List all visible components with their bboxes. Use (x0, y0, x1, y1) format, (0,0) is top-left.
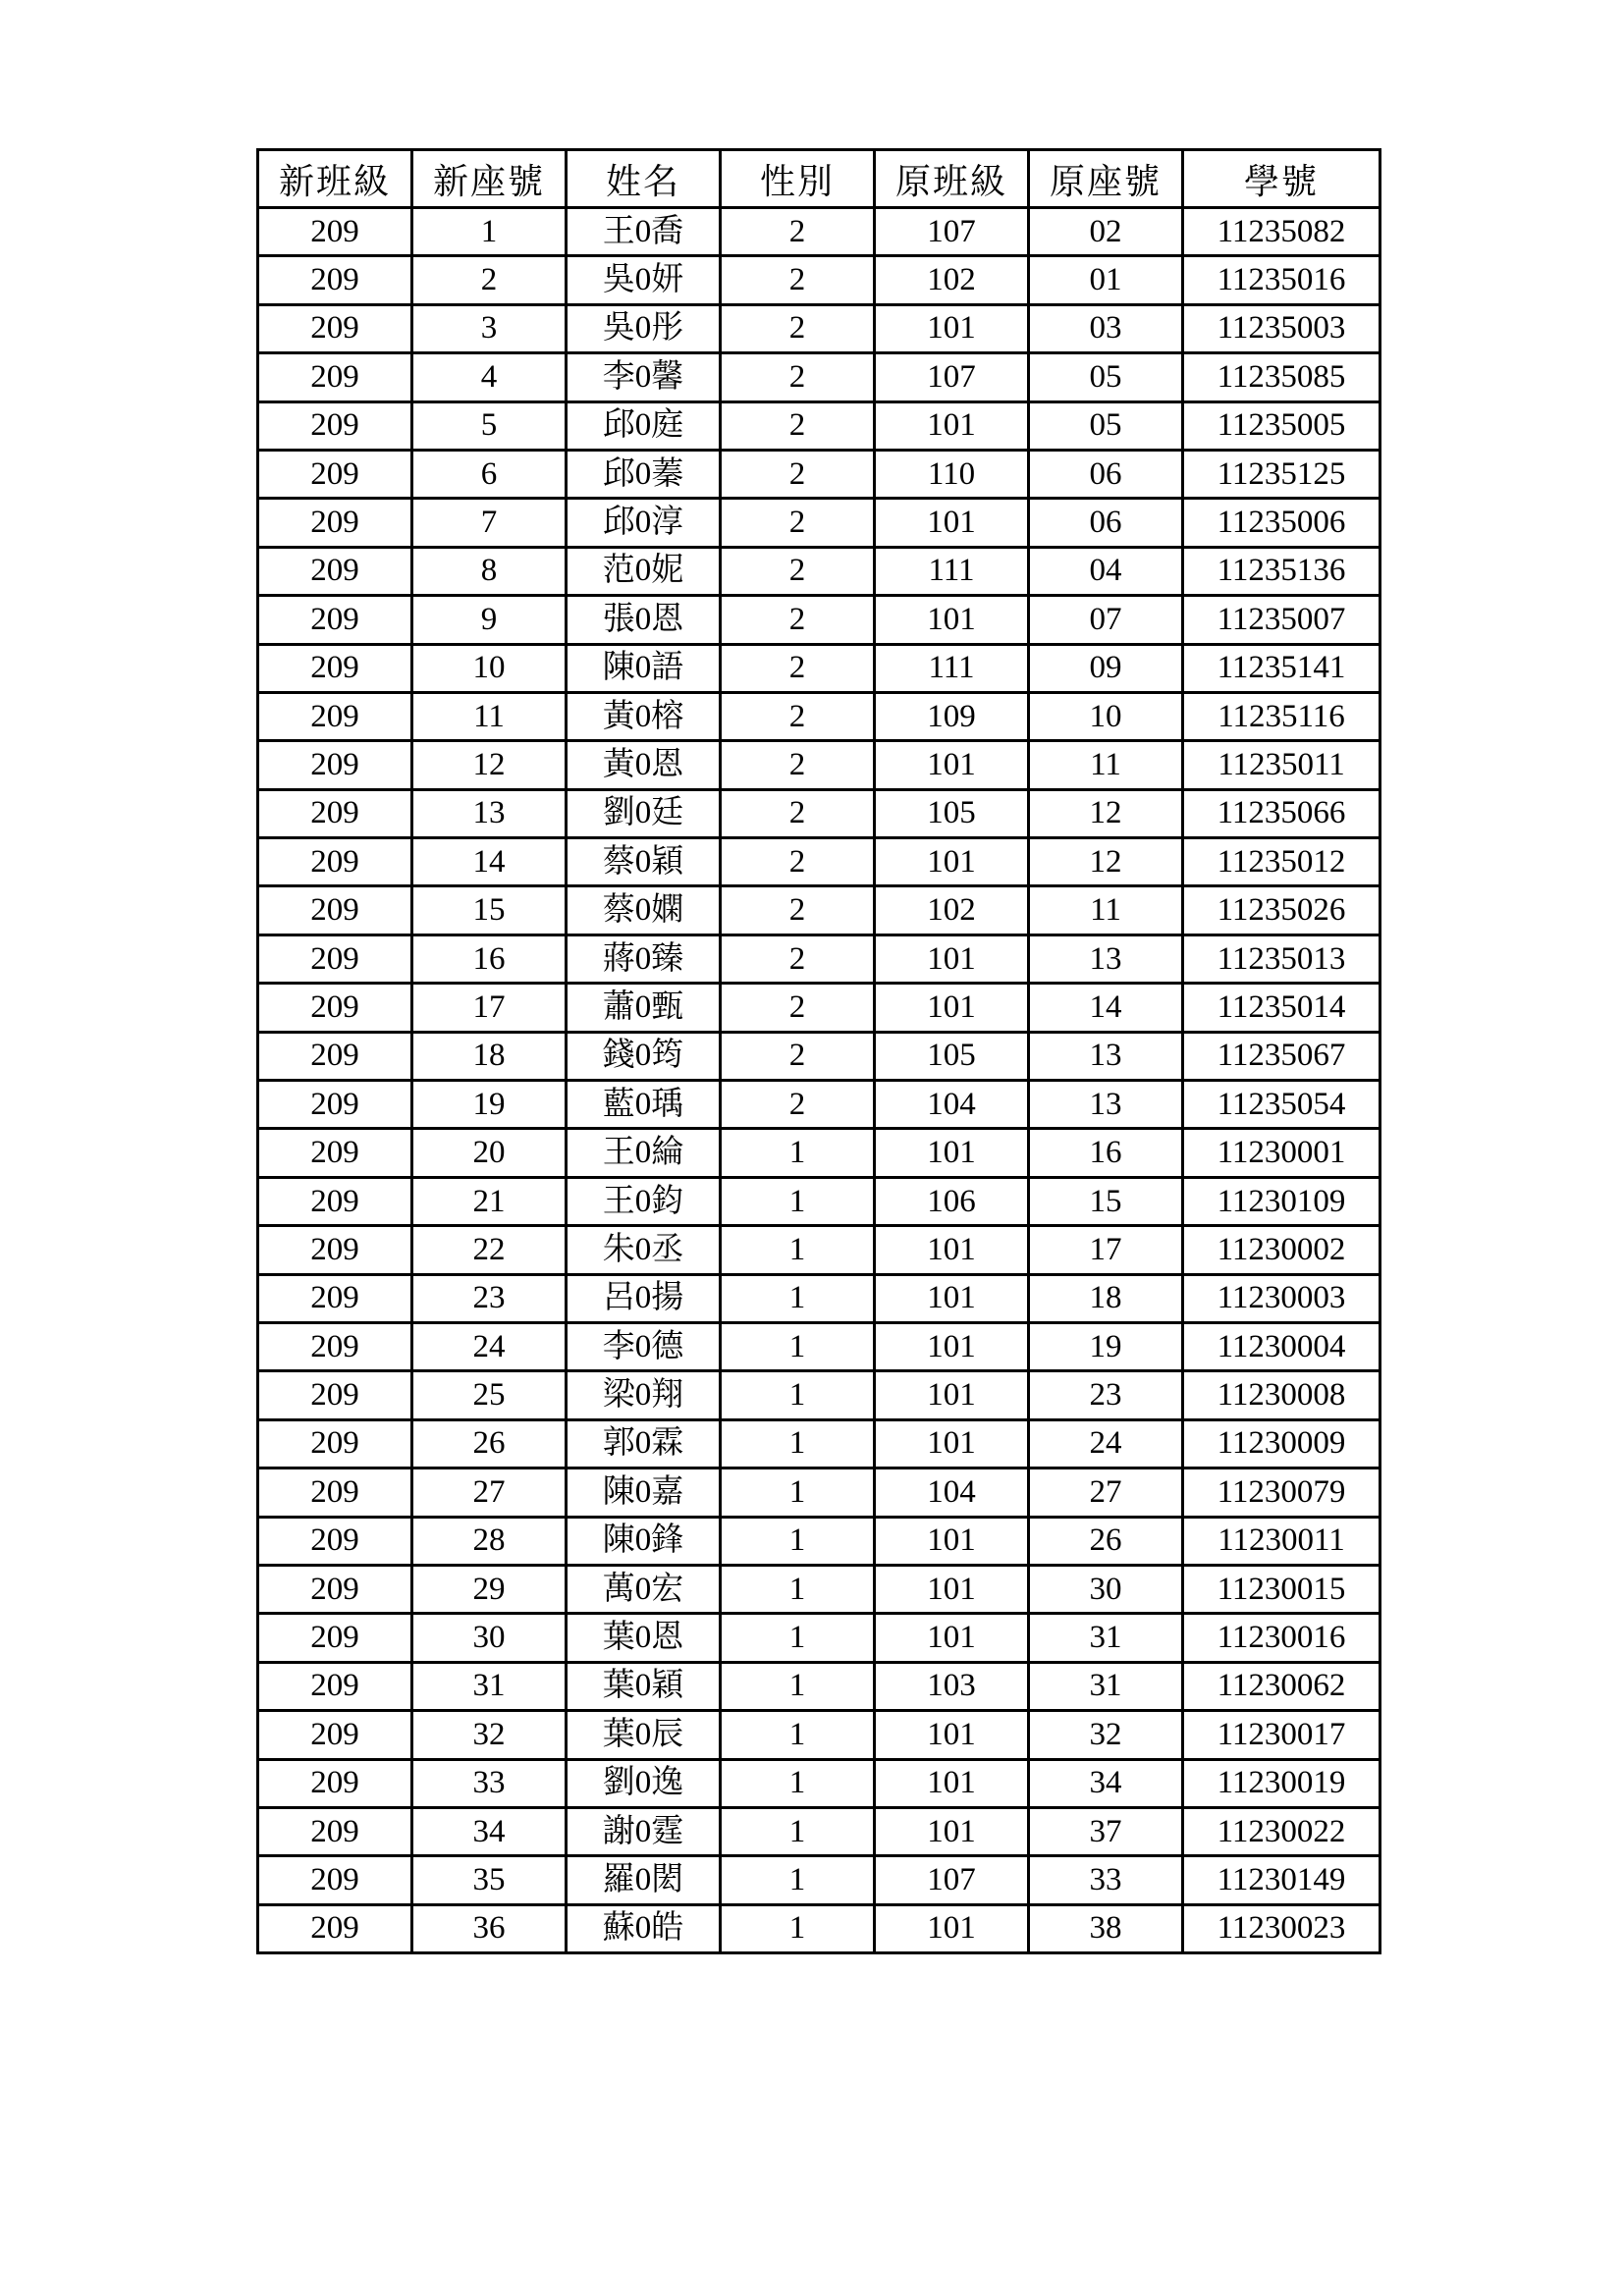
cell-new-class: 209 (258, 353, 412, 401)
cell-student-id: 11230004 (1183, 1322, 1380, 1370)
cell-gender: 2 (721, 401, 875, 450)
cell-name: 李0德 (567, 1322, 721, 1370)
cell-name: 錢0筠 (567, 1032, 721, 1080)
cell-original-class: 110 (875, 450, 1029, 498)
cell-new-class: 209 (258, 1614, 412, 1662)
cell-new-class: 209 (258, 1565, 412, 1613)
cell-name: 朱0丞 (567, 1226, 721, 1274)
cell-name: 李0馨 (567, 353, 721, 401)
table-row (258, 984, 1380, 1032)
cell-name: 葉0恩 (567, 1614, 721, 1662)
cell-name: 邱0蓁 (567, 450, 721, 498)
table-row (258, 1662, 1380, 1710)
cell-original-class: 105 (875, 1032, 1029, 1080)
cell-original-class: 101 (875, 934, 1029, 983)
cell-new-seat: 7 (412, 499, 567, 547)
cell-gender: 2 (721, 886, 875, 934)
cell-original-seat: 17 (1029, 1226, 1183, 1274)
cell-name: 王0喬 (567, 208, 721, 256)
cell-new-class: 209 (258, 1662, 412, 1710)
cell-new-class: 209 (258, 401, 412, 450)
cell-gender: 1 (721, 1322, 875, 1370)
cell-original-seat: 34 (1029, 1759, 1183, 1807)
cell-original-seat: 12 (1029, 789, 1183, 837)
table-row (258, 450, 1380, 498)
cell-new-class: 209 (258, 1322, 412, 1370)
cell-new-seat: 16 (412, 934, 567, 983)
cell-new-seat: 35 (412, 1856, 567, 1904)
cell-name: 梁0翔 (567, 1371, 721, 1419)
cell-new-class: 209 (258, 304, 412, 352)
cell-original-seat: 31 (1029, 1614, 1183, 1662)
table-row (258, 1322, 1380, 1370)
table-row (258, 1856, 1380, 1904)
cell-original-seat: 18 (1029, 1274, 1183, 1322)
cell-original-class: 109 (875, 692, 1029, 740)
table-row (258, 1226, 1380, 1274)
cell-gender: 1 (721, 1807, 875, 1855)
cell-new-class: 209 (258, 499, 412, 547)
table-row (258, 401, 1380, 450)
cell-original-seat: 04 (1029, 547, 1183, 595)
cell-student-id: 11230149 (1183, 1856, 1380, 1904)
cell-gender: 2 (721, 692, 875, 740)
cell-original-class: 101 (875, 1614, 1029, 1662)
table-row (258, 353, 1380, 401)
cell-new-class: 209 (258, 1856, 412, 1904)
cell-new-seat: 2 (412, 256, 567, 304)
cell-name: 劉0廷 (567, 789, 721, 837)
header-row (258, 150, 1380, 208)
cell-student-id: 11235141 (1183, 644, 1380, 692)
header-original-seat: 原座號 (1029, 150, 1183, 208)
class-roster-table (256, 148, 1381, 1954)
cell-original-class: 102 (875, 256, 1029, 304)
cell-new-seat: 10 (412, 644, 567, 692)
cell-new-class: 209 (258, 1904, 412, 1952)
cell-gender: 1 (721, 1274, 875, 1322)
cell-new-seat: 15 (412, 886, 567, 934)
cell-gender: 1 (721, 1662, 875, 1710)
cell-original-class: 105 (875, 789, 1029, 837)
cell-original-class: 101 (875, 1904, 1029, 1952)
cell-student-id: 11235125 (1183, 450, 1380, 498)
cell-student-id: 11235067 (1183, 1032, 1380, 1080)
cell-new-seat: 12 (412, 741, 567, 789)
cell-gender: 2 (721, 934, 875, 983)
cell-new-seat: 22 (412, 1226, 567, 1274)
cell-student-id: 11235012 (1183, 838, 1380, 886)
cell-new-seat: 1 (412, 208, 567, 256)
cell-student-id: 11235007 (1183, 596, 1380, 644)
cell-student-id: 11230017 (1183, 1711, 1380, 1759)
cell-name: 王0鈞 (567, 1177, 721, 1225)
cell-new-class: 209 (258, 1177, 412, 1225)
cell-student-id: 11235136 (1183, 547, 1380, 595)
cell-gender: 1 (721, 1856, 875, 1904)
cell-name: 吳0妍 (567, 256, 721, 304)
cell-original-seat: 05 (1029, 401, 1183, 450)
cell-original-seat: 31 (1029, 1662, 1183, 1710)
cell-new-seat: 36 (412, 1904, 567, 1952)
cell-student-id: 11235013 (1183, 934, 1380, 983)
header-gender: 性別 (721, 150, 875, 208)
cell-original-seat: 33 (1029, 1856, 1183, 1904)
cell-original-class: 103 (875, 1662, 1029, 1710)
cell-original-class: 101 (875, 1807, 1029, 1855)
cell-original-class: 101 (875, 596, 1029, 644)
table-row (258, 1177, 1380, 1225)
cell-gender: 1 (721, 1565, 875, 1613)
cell-new-class: 209 (258, 208, 412, 256)
cell-new-class: 209 (258, 596, 412, 644)
cell-original-class: 104 (875, 1468, 1029, 1517)
cell-new-seat: 23 (412, 1274, 567, 1322)
table-row (258, 934, 1380, 983)
cell-student-id: 11230011 (1183, 1517, 1380, 1565)
cell-new-class: 209 (258, 1419, 412, 1468)
cell-gender: 2 (721, 256, 875, 304)
cell-original-class: 111 (875, 547, 1029, 595)
cell-name: 張0恩 (567, 596, 721, 644)
table-row (258, 1565, 1380, 1613)
cell-new-class: 209 (258, 644, 412, 692)
header-new-seat: 新座號 (412, 150, 567, 208)
cell-student-id: 11235066 (1183, 789, 1380, 837)
cell-student-id: 11230016 (1183, 1614, 1380, 1662)
cell-gender: 2 (721, 304, 875, 352)
cell-new-seat: 19 (412, 1081, 567, 1129)
cell-original-class: 101 (875, 499, 1029, 547)
cell-gender: 2 (721, 1032, 875, 1080)
cell-gender: 1 (721, 1129, 875, 1177)
table-row (258, 1274, 1380, 1322)
cell-original-seat: 16 (1029, 1129, 1183, 1177)
cell-original-class: 102 (875, 886, 1029, 934)
cell-original-seat: 26 (1029, 1517, 1183, 1565)
cell-new-seat: 26 (412, 1419, 567, 1468)
cell-student-id: 11230015 (1183, 1565, 1380, 1613)
cell-original-class: 101 (875, 401, 1029, 450)
table-row (258, 789, 1380, 837)
cell-new-seat: 34 (412, 1807, 567, 1855)
table-row (258, 596, 1380, 644)
cell-new-class: 209 (258, 1032, 412, 1080)
cell-original-class: 101 (875, 1565, 1029, 1613)
cell-original-class: 101 (875, 1517, 1029, 1565)
cell-original-seat: 15 (1029, 1177, 1183, 1225)
cell-new-seat: 25 (412, 1371, 567, 1419)
cell-gender: 2 (721, 644, 875, 692)
cell-name: 吳0彤 (567, 304, 721, 352)
cell-gender: 2 (721, 596, 875, 644)
cell-new-seat: 5 (412, 401, 567, 450)
cell-original-seat: 14 (1029, 984, 1183, 1032)
cell-original-class: 101 (875, 1129, 1029, 1177)
header-new-class: 新班級 (258, 150, 412, 208)
cell-original-seat: 13 (1029, 1032, 1183, 1080)
cell-new-seat: 30 (412, 1614, 567, 1662)
cell-student-id: 11235006 (1183, 499, 1380, 547)
cell-gender: 2 (721, 741, 875, 789)
cell-gender: 1 (721, 1371, 875, 1419)
cell-original-class: 101 (875, 304, 1029, 352)
roster-body (258, 208, 1380, 1953)
cell-original-seat: 09 (1029, 644, 1183, 692)
cell-original-seat: 06 (1029, 450, 1183, 498)
cell-gender: 1 (721, 1226, 875, 1274)
cell-name: 黃0恩 (567, 741, 721, 789)
cell-name: 萬0宏 (567, 1565, 721, 1613)
cell-original-seat: 06 (1029, 499, 1183, 547)
table-row (258, 499, 1380, 547)
cell-original-class: 107 (875, 353, 1029, 401)
cell-original-seat: 32 (1029, 1711, 1183, 1759)
table-row (258, 1371, 1380, 1419)
cell-name: 范0妮 (567, 547, 721, 595)
cell-name: 黃0榕 (567, 692, 721, 740)
cell-new-class: 209 (258, 692, 412, 740)
cell-new-seat: 21 (412, 1177, 567, 1225)
header-name: 姓名 (567, 150, 721, 208)
cell-original-class: 111 (875, 644, 1029, 692)
table-row (258, 256, 1380, 304)
table-row (258, 1807, 1380, 1855)
cell-gender: 1 (721, 1517, 875, 1565)
cell-original-class: 101 (875, 984, 1029, 1032)
cell-gender: 1 (721, 1419, 875, 1468)
cell-original-seat: 11 (1029, 741, 1183, 789)
cell-new-class: 209 (258, 838, 412, 886)
cell-gender: 1 (721, 1711, 875, 1759)
cell-new-seat: 20 (412, 1129, 567, 1177)
cell-student-id: 11235116 (1183, 692, 1380, 740)
cell-new-class: 209 (258, 1759, 412, 1807)
cell-original-class: 101 (875, 1759, 1029, 1807)
cell-name: 蕭0甄 (567, 984, 721, 1032)
cell-original-class: 106 (875, 1177, 1029, 1225)
cell-name: 呂0揚 (567, 1274, 721, 1322)
cell-student-id: 11230009 (1183, 1419, 1380, 1468)
cell-new-seat: 27 (412, 1468, 567, 1517)
cell-name: 劉0逸 (567, 1759, 721, 1807)
cell-new-seat: 18 (412, 1032, 567, 1080)
cell-name: 葉0辰 (567, 1711, 721, 1759)
cell-original-seat: 19 (1029, 1322, 1183, 1370)
table-row (258, 741, 1380, 789)
cell-original-seat: 11 (1029, 886, 1183, 934)
cell-original-seat: 12 (1029, 838, 1183, 886)
cell-new-class: 209 (258, 934, 412, 983)
cell-student-id: 11235054 (1183, 1081, 1380, 1129)
cell-new-class: 209 (258, 1081, 412, 1129)
cell-new-class: 209 (258, 256, 412, 304)
table-row (258, 547, 1380, 595)
table-row (258, 1468, 1380, 1517)
cell-student-id: 11230023 (1183, 1904, 1380, 1952)
cell-student-id: 11230062 (1183, 1662, 1380, 1710)
cell-original-class: 101 (875, 1711, 1029, 1759)
cell-student-id: 11230109 (1183, 1177, 1380, 1225)
cell-original-class: 107 (875, 208, 1029, 256)
cell-original-class: 101 (875, 1274, 1029, 1322)
table-row (258, 886, 1380, 934)
cell-new-class: 209 (258, 1468, 412, 1517)
cell-new-seat: 11 (412, 692, 567, 740)
cell-original-seat: 30 (1029, 1565, 1183, 1613)
cell-original-class: 101 (875, 1371, 1029, 1419)
cell-new-class: 209 (258, 741, 412, 789)
cell-new-class: 209 (258, 1226, 412, 1274)
table-row (258, 692, 1380, 740)
cell-original-class: 101 (875, 1322, 1029, 1370)
cell-original-seat: 37 (1029, 1807, 1183, 1855)
cell-gender: 2 (721, 1081, 875, 1129)
table-row (258, 1904, 1380, 1952)
class-roster-sheet (256, 148, 1381, 1954)
cell-original-seat: 01 (1029, 256, 1183, 304)
header-original-class: 原班級 (875, 150, 1029, 208)
cell-gender: 2 (721, 984, 875, 1032)
table-row (258, 1759, 1380, 1807)
cell-new-seat: 33 (412, 1759, 567, 1807)
table-row (258, 1081, 1380, 1129)
cell-new-class: 209 (258, 886, 412, 934)
cell-student-id: 11235014 (1183, 984, 1380, 1032)
cell-new-seat: 31 (412, 1662, 567, 1710)
cell-original-seat: 27 (1029, 1468, 1183, 1517)
cell-student-id: 11230001 (1183, 1129, 1380, 1177)
cell-gender: 2 (721, 450, 875, 498)
cell-name: 郭0霖 (567, 1419, 721, 1468)
cell-gender: 1 (721, 1177, 875, 1225)
table-row (258, 1419, 1380, 1468)
cell-original-seat: 38 (1029, 1904, 1183, 1952)
cell-original-seat: 10 (1029, 692, 1183, 740)
cell-new-class: 209 (258, 547, 412, 595)
cell-gender: 1 (721, 1468, 875, 1517)
cell-name: 陳0鋒 (567, 1517, 721, 1565)
cell-new-seat: 4 (412, 353, 567, 401)
table-row (258, 1032, 1380, 1080)
cell-new-seat: 29 (412, 1565, 567, 1613)
cell-new-seat: 9 (412, 596, 567, 644)
cell-original-seat: 13 (1029, 1081, 1183, 1129)
cell-student-id: 11230008 (1183, 1371, 1380, 1419)
cell-student-id: 11235016 (1183, 256, 1380, 304)
cell-new-seat: 28 (412, 1517, 567, 1565)
cell-new-class: 209 (258, 1517, 412, 1565)
cell-student-id: 11230022 (1183, 1807, 1380, 1855)
header-student-id: 學號 (1183, 150, 1380, 208)
cell-original-class: 101 (875, 1226, 1029, 1274)
cell-gender: 2 (721, 208, 875, 256)
cell-new-seat: 17 (412, 984, 567, 1032)
table-row (258, 1129, 1380, 1177)
table-row (258, 838, 1380, 886)
cell-new-class: 209 (258, 450, 412, 498)
cell-name: 邱0淳 (567, 499, 721, 547)
table-row (258, 1711, 1380, 1759)
cell-new-seat: 8 (412, 547, 567, 595)
cell-original-seat: 24 (1029, 1419, 1183, 1468)
cell-new-class: 209 (258, 984, 412, 1032)
cell-original-seat: 13 (1029, 934, 1183, 983)
cell-student-id: 11235011 (1183, 741, 1380, 789)
cell-gender: 2 (721, 547, 875, 595)
cell-new-seat: 24 (412, 1322, 567, 1370)
table-row (258, 208, 1380, 256)
cell-new-class: 209 (258, 1274, 412, 1322)
cell-student-id: 11230003 (1183, 1274, 1380, 1322)
cell-name: 王0綸 (567, 1129, 721, 1177)
cell-new-seat: 14 (412, 838, 567, 886)
cell-new-seat: 6 (412, 450, 567, 498)
cell-original-class: 101 (875, 1419, 1029, 1468)
cell-student-id: 11230079 (1183, 1468, 1380, 1517)
cell-name: 蘇0皓 (567, 1904, 721, 1952)
cell-gender: 2 (721, 838, 875, 886)
cell-name: 謝0霆 (567, 1807, 721, 1855)
table-row (258, 1517, 1380, 1565)
cell-original-seat: 07 (1029, 596, 1183, 644)
cell-gender: 1 (721, 1614, 875, 1662)
cell-student-id: 11235005 (1183, 401, 1380, 450)
cell-name: 蔣0臻 (567, 934, 721, 983)
cell-student-id: 11235082 (1183, 208, 1380, 256)
cell-name: 葉0穎 (567, 1662, 721, 1710)
cell-new-class: 209 (258, 789, 412, 837)
cell-student-id: 11235026 (1183, 886, 1380, 934)
table-row (258, 304, 1380, 352)
cell-student-id: 11235085 (1183, 353, 1380, 401)
cell-original-seat: 02 (1029, 208, 1183, 256)
cell-gender: 2 (721, 499, 875, 547)
cell-original-class: 104 (875, 1081, 1029, 1129)
cell-new-class: 209 (258, 1371, 412, 1419)
cell-gender: 2 (721, 353, 875, 401)
cell-new-seat: 13 (412, 789, 567, 837)
cell-name: 蔡0穎 (567, 838, 721, 886)
cell-original-seat: 05 (1029, 353, 1183, 401)
cell-new-class: 209 (258, 1711, 412, 1759)
cell-new-class: 209 (258, 1807, 412, 1855)
cell-student-id: 11230019 (1183, 1759, 1380, 1807)
cell-gender: 2 (721, 789, 875, 837)
cell-original-class: 101 (875, 741, 1029, 789)
cell-name: 陳0嘉 (567, 1468, 721, 1517)
cell-name: 邱0庭 (567, 401, 721, 450)
cell-student-id: 11235003 (1183, 304, 1380, 352)
cell-new-class: 209 (258, 1129, 412, 1177)
cell-new-seat: 32 (412, 1711, 567, 1759)
cell-name: 藍0瑀 (567, 1081, 721, 1129)
cell-name: 羅0閎 (567, 1856, 721, 1904)
table-row (258, 644, 1380, 692)
cell-original-seat: 23 (1029, 1371, 1183, 1419)
cell-original-class: 101 (875, 838, 1029, 886)
cell-name: 陳0語 (567, 644, 721, 692)
cell-original-seat: 03 (1029, 304, 1183, 352)
cell-gender: 1 (721, 1759, 875, 1807)
table-row (258, 1614, 1380, 1662)
cell-student-id: 11230002 (1183, 1226, 1380, 1274)
cell-gender: 1 (721, 1904, 875, 1952)
cell-new-seat: 3 (412, 304, 567, 352)
cell-name: 蔡0嫻 (567, 886, 721, 934)
cell-original-class: 107 (875, 1856, 1029, 1904)
